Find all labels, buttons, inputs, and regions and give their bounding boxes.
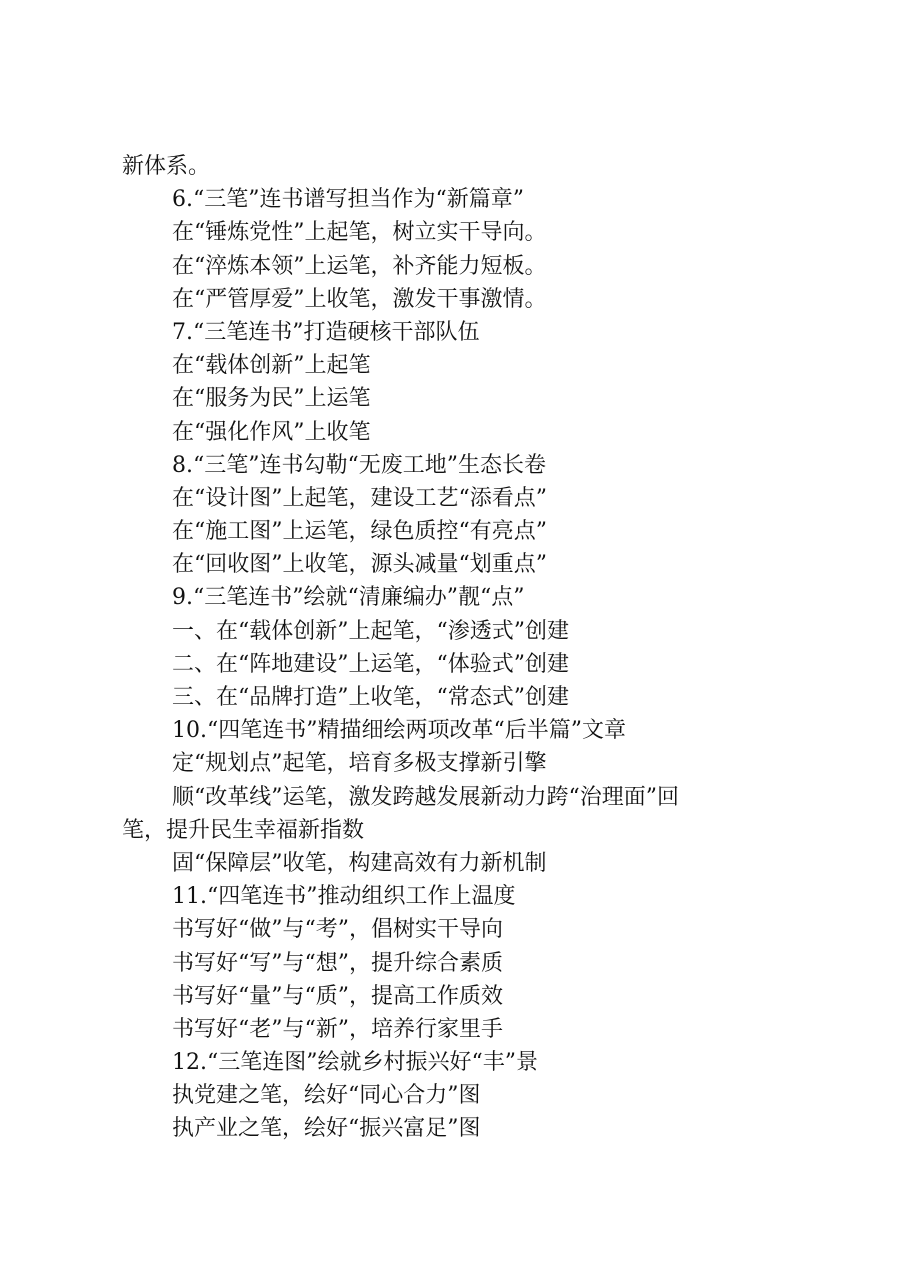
text-line: 执党建之笔，绘好“同心合力”图	[172, 1083, 481, 1109]
text-line: 书写好“写”与“想”，提升综合素质	[172, 950, 503, 976]
document-body	[122, 150, 802, 1146]
text-line: 书写好“量”与“质”，提高工作质效	[172, 983, 503, 1009]
text-line: 在“服务为民”上运笔	[172, 386, 371, 412]
heading-line: 12.“三笔连图”绘就乡村振兴好“丰”景	[172, 1050, 538, 1076]
text-line: 一、在“载体创新”上起笔，“渗透式”创建	[172, 618, 569, 644]
heading-line: 9.“三笔连书”绘就“清廉编办”靓“点”	[172, 585, 525, 611]
text-line: 三、在“品牌打造”上收笔，“常态式”创建	[172, 685, 569, 710]
text-line: 定“规划点”起笔，培育多极支撑新引擎	[172, 751, 547, 777]
text-line: 二、在“阵地建设”上运笔，“体验式”创建	[172, 651, 569, 677]
text-line: 书写好“做”与“考”，倡树实干导向	[172, 917, 503, 943]
text-line: 在“严管厚爱”上收笔，激发干事激情。	[172, 286, 547, 312]
text-line: 在“淬炼本领”上运笔，补齐能力短板。	[172, 253, 547, 279]
text-line: 新体系。	[122, 154, 211, 179]
heading-line: 7.“三笔连书”打造硬核干部队伍	[172, 319, 480, 345]
text-line: 书写好“老”与“新”，培养行家里手	[172, 1016, 503, 1042]
heading-line: 8.“三笔”连书勾勒“无废工地”生态长卷	[172, 452, 546, 478]
text-line: 在“施工图”上运笔，绿色质控“有亮点”	[172, 519, 547, 545]
text-line: 固“保障层”收笔，构建高效有力新机制	[172, 850, 547, 876]
text-line: 在“强化作风”上收笔	[172, 419, 371, 445]
heading-line: 11.“四笔连书”推动组织工作上温度	[172, 884, 516, 910]
text-line: 在“载体创新”上起笔	[172, 353, 371, 379]
text-line: 顺“改革线”运笔，激发跨越发展新动力跨“治理面”回	[172, 784, 679, 810]
text-line: 执产业之笔，绘好“振兴富足”图	[172, 1116, 481, 1142]
text-line: 在“回收图”上收笔，源头减量“划重点”	[172, 552, 547, 578]
heading-line: 6.“三笔”连书谱写担当作为“新篇章”	[172, 187, 524, 213]
heading-line: 10.“四笔连书”精描细绘两项改革“后半篇”文章	[172, 718, 626, 744]
text-line: 在“锤炼党性”上起笔，树立实干导向。	[172, 220, 547, 246]
text-line: 在“设计图”上起笔，建设工艺“添看点”	[172, 485, 547, 511]
text-line: 笔，提升民生幸福新指数	[122, 817, 365, 843]
